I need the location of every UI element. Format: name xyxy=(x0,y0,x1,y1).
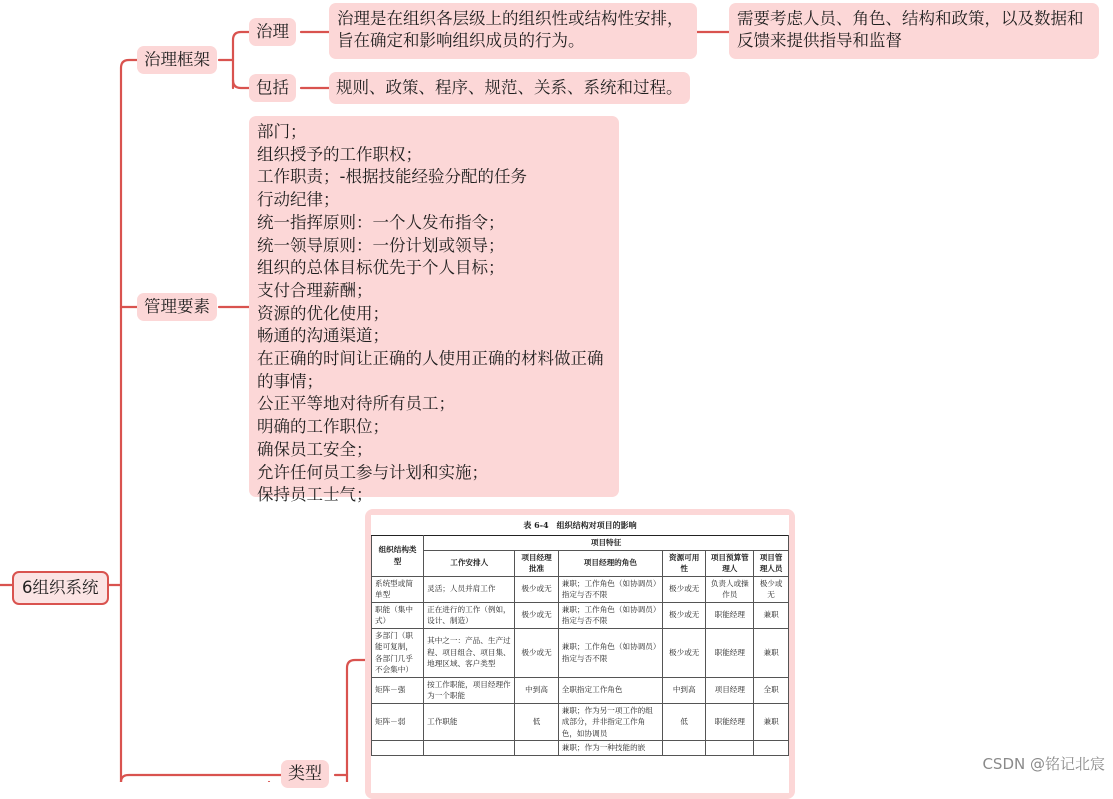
table-cell: 职能经理 xyxy=(706,703,754,741)
table-cell: 极少或无 xyxy=(515,628,558,677)
table-cell: 负责人或操作员 xyxy=(706,576,754,602)
management-item: 明确的工作职位； xyxy=(257,417,389,437)
governance-definition-text: 治理是在组织各层级上的组织性或结构性安排，旨在确定和影响组织成员的行为。 xyxy=(337,9,684,50)
table-cell: 兼职 xyxy=(754,602,789,628)
table-cell: 低 xyxy=(515,703,558,741)
management-item: 保持员工士气； xyxy=(257,485,373,505)
table-cell: 兼职 xyxy=(754,703,789,741)
includes-label: 包括 xyxy=(256,78,289,97)
table-image xyxy=(371,515,789,793)
table-cell: 职能经理 xyxy=(706,602,754,628)
management-item: 部门； xyxy=(257,122,307,141)
table-header-cell: 工作安排人 xyxy=(424,550,515,576)
watermark: CSDN @铭记北宸 xyxy=(982,755,1105,773)
table-header-cell: 资源可用性 xyxy=(663,550,706,576)
branch-management-elements[interactable] xyxy=(137,293,217,321)
table-cell: 极少或无 xyxy=(754,576,789,602)
table-cell: 系统型或简单型 xyxy=(372,576,424,602)
management-item: 畅通的沟通渠道； xyxy=(257,326,389,346)
table-row xyxy=(372,741,789,756)
table-cell: 兼职；作为一种技能的嵌 xyxy=(558,741,662,756)
org-structure-table xyxy=(371,535,789,756)
table-cell xyxy=(754,741,789,756)
management-item: 公正平等地对待所有员工； xyxy=(257,394,455,414)
management-items-list xyxy=(257,121,611,507)
governance-note-text: 需要考虑人员、角色、结构和政策，以及数据和反馈来提供指导和监督 xyxy=(737,9,1084,50)
table-cell: 职能经理 xyxy=(706,628,754,677)
management-item: 组织授予的工作职权； xyxy=(257,144,422,164)
table-caption: 表 6-4 组织结构对项目的影响 xyxy=(523,520,637,530)
node-types-table[interactable] xyxy=(365,509,795,799)
management-item: 的事情； xyxy=(257,371,323,391)
table-cell: 矩阵－强 xyxy=(372,677,424,703)
table-cell: 工作职能 xyxy=(424,703,515,741)
table-row xyxy=(372,628,789,677)
table-cell: 项目经理 xyxy=(706,677,754,703)
management-item: 支付合理薪酬； xyxy=(257,280,373,300)
table-cell: 其中之一：产品、生产过程、项目组合、项目集、地理区域、客户类型 xyxy=(424,628,515,677)
table-cell: 多部门（职能可复制，各部门几乎不会集中） xyxy=(372,628,424,677)
table-header-cell: 项目经理的角色 xyxy=(558,550,662,576)
governance-framework-label: 治理框架 xyxy=(144,50,210,69)
node-governance[interactable] xyxy=(249,18,296,46)
branch-governance-framework[interactable] xyxy=(137,46,217,74)
table-cell: 兼职 xyxy=(754,628,789,677)
management-item: 允许任何员工参与计划和实施； xyxy=(257,462,488,482)
table-cell: 低 xyxy=(663,703,706,741)
management-item: 统一领导原则：一份计划或领导； xyxy=(257,235,505,255)
table-cell xyxy=(663,741,706,756)
node-includes[interactable] xyxy=(249,74,296,102)
table-group-header: 项目特征 xyxy=(424,536,789,551)
table-cell: 极少或无 xyxy=(515,576,558,602)
management-item: 行动纪律； xyxy=(257,190,340,210)
table-cell: 正在进行的工作（例如，设计、制造） xyxy=(424,602,515,628)
table-cell: 兼职；作为另一项工作的组成部分，并非指定工作角色，如协调员 xyxy=(558,703,662,741)
table-row xyxy=(372,576,789,602)
root-node[interactable] xyxy=(12,571,109,605)
node-governance-definition[interactable] xyxy=(329,3,697,59)
table-header-cell: 项目管理人员 xyxy=(754,550,789,576)
table-header-cell: 项目预算管理人 xyxy=(706,550,754,576)
table-cell xyxy=(372,741,424,756)
management-item: 工作职责；-根据技能经验分配的任务 xyxy=(257,167,527,187)
table-cell: 职能（集中式） xyxy=(372,602,424,628)
management-item: 在正确的时间让正确的人使用正确的材料做正确 xyxy=(257,349,604,369)
table-cell: 中到高 xyxy=(515,677,558,703)
table-cell: 极少或无 xyxy=(663,602,706,628)
types-label: 类型 xyxy=(288,764,322,784)
table-cell: 中到高 xyxy=(663,677,706,703)
table-header-cell: 项目经理批准 xyxy=(515,550,558,576)
table-header-cell: 组织结构类型 xyxy=(372,536,424,577)
table-cell: 矩阵－弱 xyxy=(372,703,424,741)
table-cell: 按工作职能，项目经理作为一个职能 xyxy=(424,677,515,703)
includes-content-text: 规则、政策、程序、规范、关系、系统和过程。 xyxy=(336,78,683,97)
table-cell xyxy=(706,741,754,756)
governance-label: 治理 xyxy=(256,22,289,41)
table-cell: 灵活；人员并肩工作 xyxy=(424,576,515,602)
management-item: 组织的总体目标优先于个人目标； xyxy=(257,258,505,278)
table-row xyxy=(372,602,789,628)
table-cell: 极少或无 xyxy=(663,576,706,602)
table-row xyxy=(372,677,789,703)
table-row xyxy=(372,703,789,741)
table-cell: 全职指定工作角色 xyxy=(558,677,662,703)
table-cell: 兼职；工作角色（如协调员）指定与否不限 xyxy=(558,602,662,628)
table-cell xyxy=(515,741,558,756)
management-item: 确保员工安全； xyxy=(257,439,373,459)
table-cell: 兼职；工作角色（如协调员）指定与否不限 xyxy=(558,628,662,677)
table-cell: 全职 xyxy=(754,677,789,703)
management-item: 统一指挥原则：一个人发布指令； xyxy=(257,212,505,232)
node-governance-note[interactable] xyxy=(729,3,1099,59)
table-cell: 兼职；工作角色（如协调员）指定与否不限 xyxy=(558,576,662,602)
branch-types[interactable] xyxy=(281,760,329,788)
management-elements-label: 管理要素 xyxy=(144,297,210,316)
table-cell xyxy=(424,741,515,756)
management-item: 资源的优化使用； xyxy=(257,303,389,323)
root-label: 6组织系统 xyxy=(22,578,99,597)
table-cell: 极少或无 xyxy=(515,602,558,628)
table-cell: 极少或无 xyxy=(663,628,706,677)
node-includes-content[interactable] xyxy=(329,72,690,104)
node-management-items[interactable] xyxy=(249,116,619,505)
